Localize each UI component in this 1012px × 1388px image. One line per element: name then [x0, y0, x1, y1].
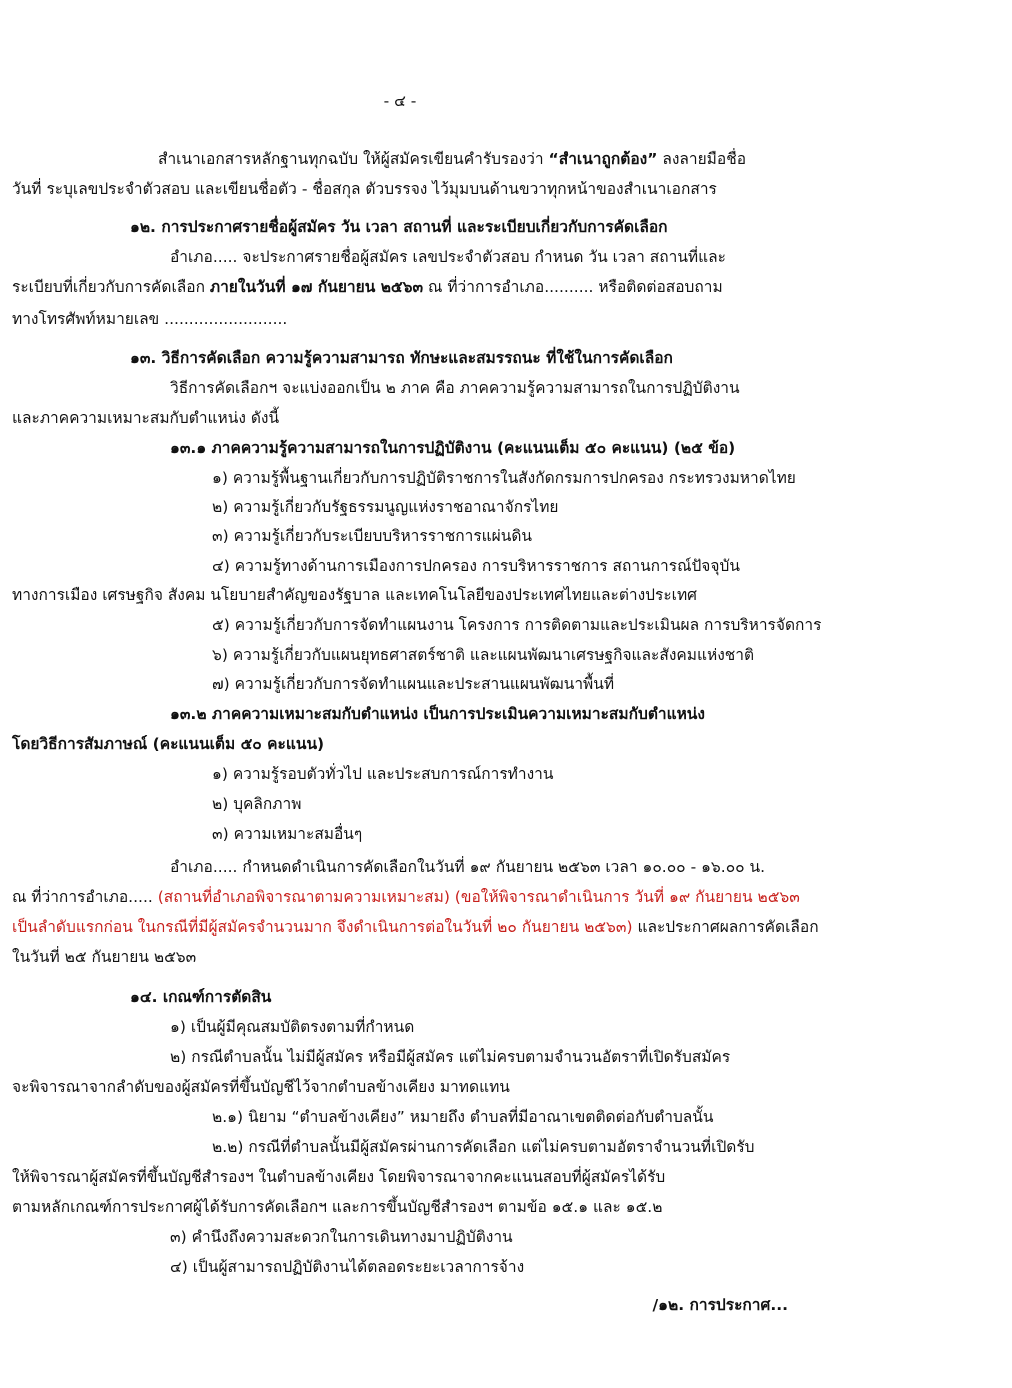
- section-13-1-heading: ๑๓.๑ ภาคความรู้ความสามารถในการปฏิบัติงาน (คะแนนเต็ม ๕๐ คะแนน) (๒๕ ข้อ): [170, 439, 736, 457]
- section-14-item-2-1: ๒.๑) นิยาม “ตำบลข้างเคียง” หมายถึง ตำบลที่มีอาณาเขตติดต่อกับตำบลนั้น: [212, 1108, 714, 1126]
- schedule-line-1: อำเภอ..... กำหนดดำเนินการคัดเลือกในวันที่ ๑๙ กันยายน ๒๕๖๓ เวลา ๑๐.๐๐ - ๑๖.๐๐ น.: [170, 858, 766, 876]
- section-12-line-2: [0, 272, 812, 302]
- schedule-text: และประกาศผลการคัดเลือก: [632, 918, 819, 936]
- section-13-line-2: และภาคความเหมาะสมกับตำแหน่ง ดังนี้: [12, 409, 280, 427]
- announcement-date: ภายในวันที่ ๑๗ กันยายน ๒๕๖๓: [209, 278, 424, 296]
- certified-copy-phrase: “สำเนาถูกต้อง”: [548, 150, 658, 168]
- section-13-1-item-5: ๕) ความรู้เกี่ยวกับการจัดทำแผนงาน โครงการ การติดตามและประเมินผล การบริหารจัดการ: [212, 616, 822, 634]
- section-14-item-2-cont: จะพิจารณาจากลำดับของผู้สมัครที่ขึ้นบัญชีไว้จากตำบลข้างเคียง มาทดแทน: [12, 1078, 510, 1096]
- section-13-2-heading: ๑๓.๒ ภาคความเหมาะสมกับตำแหน่ง เป็นการประเมินความเหมาะสมกับตำแหน่ง: [170, 705, 705, 723]
- section-13-heading: ๑๓. วิธีการคัดเลือก ความรู้ความสามารถ ทักษะและสมรรถนะ ที่ใช้ในการคัดเลือก: [130, 349, 673, 367]
- section-12-heading: ๑๒. การประกาศรายชื่อผู้สมัคร วัน เวลา สถานที่ และระเบียบเกี่ยวกับการคัดเลือก: [130, 218, 668, 236]
- page-number: - ๔ -: [383, 92, 417, 110]
- continuation-marker: /๑๒. การประกาศ...: [652, 1296, 788, 1314]
- section-13-1-item-2: ๒) ความรู้เกี่ยวกับรัฐธรรมนูญแห่งราชอาณาจักรไทย: [212, 498, 559, 516]
- section-12-text: ระเบียบที่เกี่ยวกับการคัดเลือก: [12, 278, 210, 296]
- section-14-item-2: ๒) กรณีตำบลนั้น ไม่มีผู้สมัคร หรือมีผู้สมัคร แต่ไม่ครบตามจำนวนอัตราที่เปิดรับสมัคร: [170, 1048, 731, 1066]
- section-13-1-item-4: ๔) ความรู้ทางด้านการเมืองการปกครอง การบริหารราชการ สถานการณ์ปัจจุบัน: [212, 557, 740, 575]
- schedule-line-3: [0, 912, 819, 942]
- section-14-item-2-2-cont2: ตามหลักเกณฑ์การประกาศผู้ได้รับการคัดเลือกฯ และการขึ้นบัญชีสำรองฯ ตามข้อ ๑๕.๑ และ ๑๕.๒: [12, 1198, 663, 1216]
- intro-line-1: [0, 144, 958, 174]
- intro-text: สำเนาเอกสารหลักฐานทุกฉบับ ให้ผู้สมัครเขียนคำรับรองว่า: [158, 150, 549, 168]
- section-13-2-item-1: ๑) ความรู้รอบตัวทั่วไป และประสบการณ์การทำงาน: [212, 765, 554, 783]
- section-14-item-4: ๔) เป็นผู้สามารถปฏิบัติงานได้ตลอดระยะเวลาการจ้าง: [170, 1258, 525, 1276]
- section-12-line-3: ทางโทรศัพท์หมายเลข .........................: [12, 310, 288, 328]
- section-14-item-3: ๓) คำนึงถึงความสะดวกในการเดินทางมาปฏิบัติงาน: [170, 1228, 513, 1246]
- intro-text: ลงลายมือชื่อ: [657, 150, 747, 168]
- section-13-1-item-1: ๑) ความรู้พื้นฐานเกี่ยวกับการปฏิบัติราชการในสังกัดกรมการปกครอง กระทรวงมหาดไทย: [212, 469, 796, 487]
- section-13-2-item-2: ๒) บุคลิกภาพ: [212, 795, 302, 813]
- section-14-heading: ๑๔. เกณฑ์การตัดสิน: [130, 988, 272, 1006]
- section-13-2-item-3: ๓) ความเหมาะสมอื่นๆ: [212, 825, 363, 843]
- schedule-line-4: ในวันที่ ๒๕ กันยายน ๒๕๖๓: [12, 948, 197, 966]
- section-12-text: ณ ที่ว่าการอำเภอ.......... หรือติดต่อสอบถาม: [423, 278, 723, 296]
- schedule-line-2: [0, 882, 812, 912]
- section-13-2-heading-cont: โดยวิธีการสัมภาษณ์ (คะแนนเต็ม ๕๐ คะแนน): [12, 735, 325, 753]
- section-13-1-item-6: ๖) ความรู้เกี่ยวกับแผนยุทธศาสตร์ชาติ และแผนพัฒนาเศรษฐกิจและสังคมแห่งชาติ: [212, 646, 755, 664]
- section-14-item-1: ๑) เป็นผู้มีคุณสมบัติตรงตามที่กำหนด: [170, 1018, 415, 1036]
- section-14-item-2-2-cont: ให้พิจารณาผู้สมัครที่ขึ้นบัญชีสำรองฯ ในตำบลข้างเคียง โดยพิจารณาจากคะแนนสอบที่ผู้สมัครได้รับ: [12, 1168, 666, 1186]
- schedule-note-red: เป็นลำดับแรกก่อน ในกรณีที่มีผู้สมัครจำนวนมาก จึงดำเนินการต่อในวันที่ ๒๐ กันยายน ๒๕๖๓): [12, 918, 633, 936]
- schedule-text: ณ ที่ว่าการอำเภอ.....: [12, 888, 158, 906]
- intro-line-2: วันที่ ระบุเลขประจำตัวสอบ และเขียนชื่อตัว - ชื่อสกุล ตัวบรรจง ไว้มุมบนด้านขวาทุกหน้าของสำเนาเอกสาร: [12, 180, 717, 198]
- section-13-1-item-7: ๗) ความรู้เกี่ยวกับการจัดทำแผนและประสานแผนพัฒนาพื้นที่: [212, 675, 615, 693]
- section-13-line-1: วิธีการคัดเลือกฯ จะแบ่งออกเป็น ๒ ภาค คือ ภาคความรู้ความสามารถในการปฏิบัติงาน: [170, 379, 740, 397]
- section-12-line-1: อำเภอ..... จะประกาศรายชื่อผู้สมัคร เลขประจำตัวสอบ กำหนด วัน เวลา สถานที่และ: [170, 248, 726, 266]
- section-13-1-item-3: ๓) ความรู้เกี่ยวกับระเบียบบริหารราชการแผ่นดิน: [212, 527, 532, 545]
- section-14-item-2-2: ๒.๒) กรณีที่ตำบลนั้นมีผู้สมัครผ่านการคัดเลือก แต่ไม่ครบตามอัตราจำนวนที่เปิดรับ: [212, 1138, 755, 1156]
- section-13-1-item-4-cont: ทางการเมือง เศรษฐกิจ สังคม นโยบายสำคัญของรัฐบาล และเทคโนโลยีของประเทศไทยและต่างประเทศ: [12, 586, 698, 604]
- schedule-note-red: (สถานที่อำเภอพิจารณาตามความเหมาะสม) (ขอให้พิจารณาดำเนินการ วันที่ ๑๙ กันยายน ๒๕๖๓: [157, 888, 800, 906]
